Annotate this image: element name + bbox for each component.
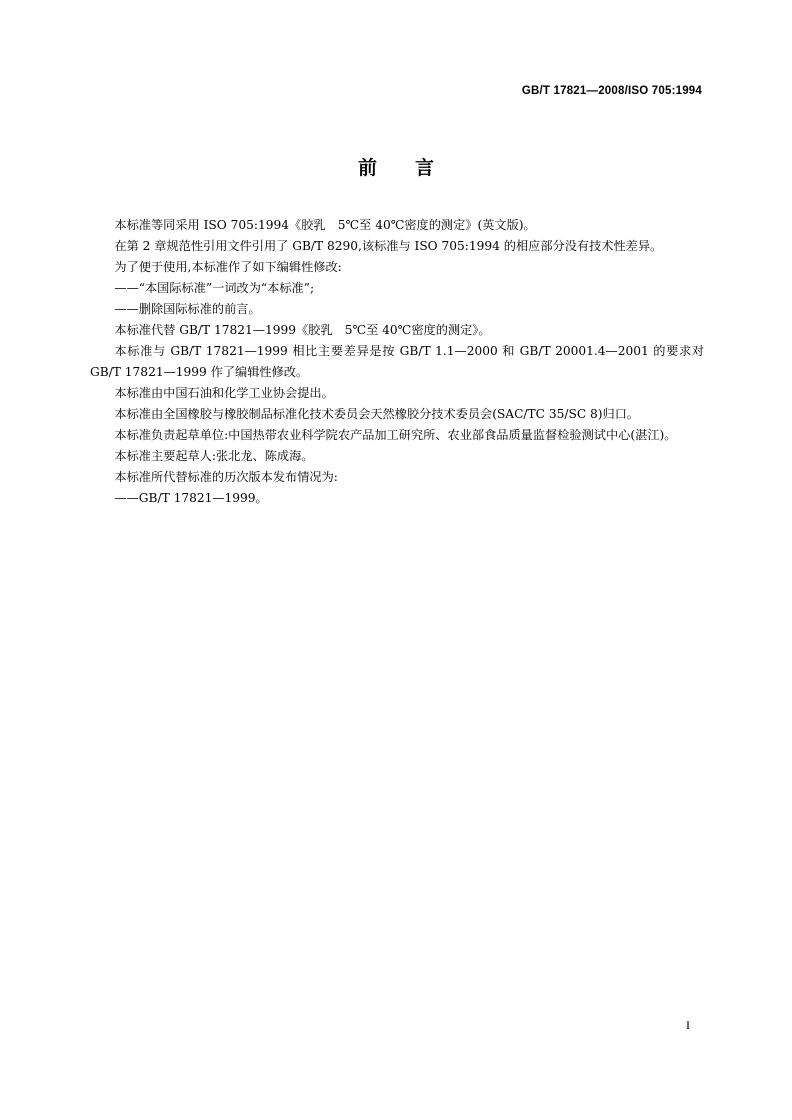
paragraph-previous-editions-intro: 本标准所代替标准的历次版本发布情况为: (114, 470, 338, 484)
paragraph-proposed-by: 本标准由中国石油和化学工业协会提出。 (114, 386, 334, 400)
paragraph-drafters: 本标准主要起草人:张北龙、陈成海。 (114, 449, 314, 463)
page-title: 前言 (357, 157, 472, 179)
paragraph-replaces: 本标准代替 GB/T 17821—1999《胶乳 5℃至 40℃密度的测定》。 (114, 323, 491, 337)
paragraph-previous-edition-item: ——GB/T 17821—1999。 (114, 491, 268, 505)
paragraph-centralized-by: 本标准由全国橡胶与橡胶制品标准化技术委员会天然橡胶分技术委员会(SAC/TC 35/SC 8)归口。 (114, 407, 640, 421)
paragraph-adoption: 本标准等同采用 ISO 705:1994《胶乳 5℃至 40℃密度的测定》(英文版)。 (114, 218, 536, 232)
paragraph-normative-reference: 在第 2 章规范性引用文件引用了 GB/T 8290,该标准与 ISO 705:1994 的相应部分没有技术性差异。 (114, 239, 663, 253)
document-body (90, 215, 704, 509)
paragraph-drafting-units: 本标准负责起草单位:中国热带农业科学院农产品加工研究所、农业部食品质量监督检验测试中心(湛江)。 (114, 428, 677, 442)
paragraph-differences: 本标准与 GB/T 17821—1999 相比主要差异是按 GB/T 1.1—2000 和 GB/T 20001.4—2001 的要求对 GB/T 17821—1999 作了编辑性修改。 (90, 344, 704, 379)
paragraph-editorial-item-1: ——“本国际标准”一词改为“本标准”; (114, 281, 315, 295)
standard-number-header: GB/T 17821—2008/ISO 705:1994 (521, 85, 702, 97)
paragraph-editorial-item-2: ——删除国际标准的前言。 (114, 302, 261, 316)
page-number: I (686, 1018, 690, 1032)
paragraph-editorial-intro: 为了便于使用,本标准作了如下编辑性修改: (114, 260, 342, 274)
